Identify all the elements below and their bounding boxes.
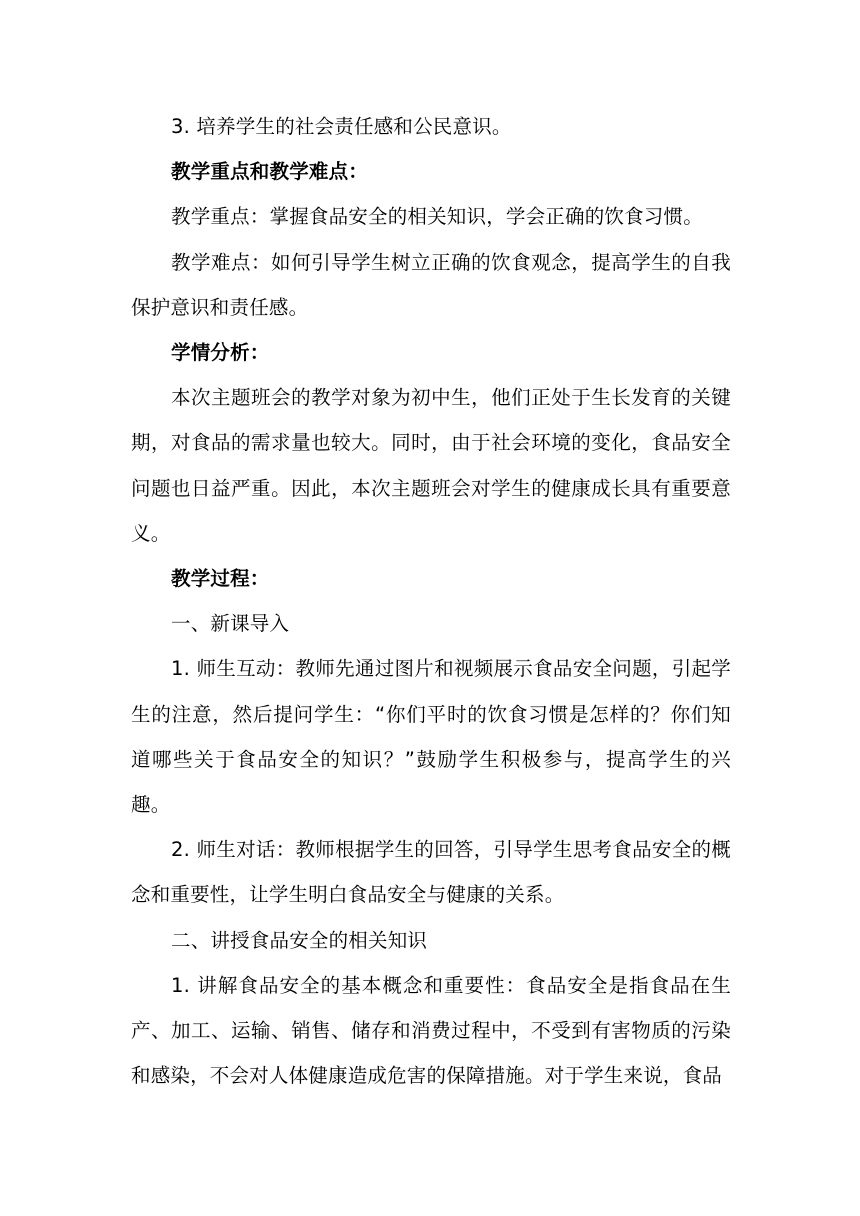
section-heading-student-analysis: 学情分析： — [171, 341, 270, 365]
subsection-heading-knowledge: 二、讲授食品安全的相关知识 — [171, 928, 428, 952]
section-heading-key-points: 教学重点和教学难点： — [171, 160, 369, 184]
knowledge-step-1-paragraph: 1. 讲解食品安全的基本概念和重要性：食品安全是指食品在生产、加工、运输、销售、储存和消费过程中，不受到有害物质的污染和感染，不会对人体健康造成危害的保障措施。对于学生来说，食品 — [131, 973, 731, 1088]
objective-item-3: 3. 培养学生的社会责任感和公民意识。 — [171, 115, 512, 138]
student-analysis-paragraph: 本次主题班会的教学对象为初中生，他们正处于生长发育的关键期，对食品的需求量也较大。同时，由于社会环境的变化，食品安全问题也日益严重。因此，本次主题班会对学生的健康成长具有重要意义。 — [131, 386, 731, 545]
subsection-heading-introduction: 一、新课导入 — [171, 612, 290, 636]
process-step-1-interaction: 1. 师生互动：教师先通过图片和视频展示食品安全问题，引起学生的注意，然后提问学生：“你们平时的饮食习惯是怎样的？你们知道哪些关于食品安全的知识？”鼓励学生积极参与，提高学生的兴趣。 — [131, 657, 731, 817]
process-step-2-dialogue: 2. 师生对话：教师根据学生的回答，引导学生思考食品安全的概念和重要性，让学生明白食品安全与健康的关系。 — [131, 838, 731, 907]
key-point-paragraph: 教学重点：掌握食品安全的相关知识，学会正确的饮食习惯。 — [171, 205, 703, 229]
document-body — [131, 104, 731, 1098]
difficulty-paragraph: 教学难点：如何引导学生树立正确的饮食观念，提高学生的自我保护意识和责任感。 — [131, 250, 731, 319]
section-heading-teaching-process: 教学过程： — [171, 567, 270, 591]
